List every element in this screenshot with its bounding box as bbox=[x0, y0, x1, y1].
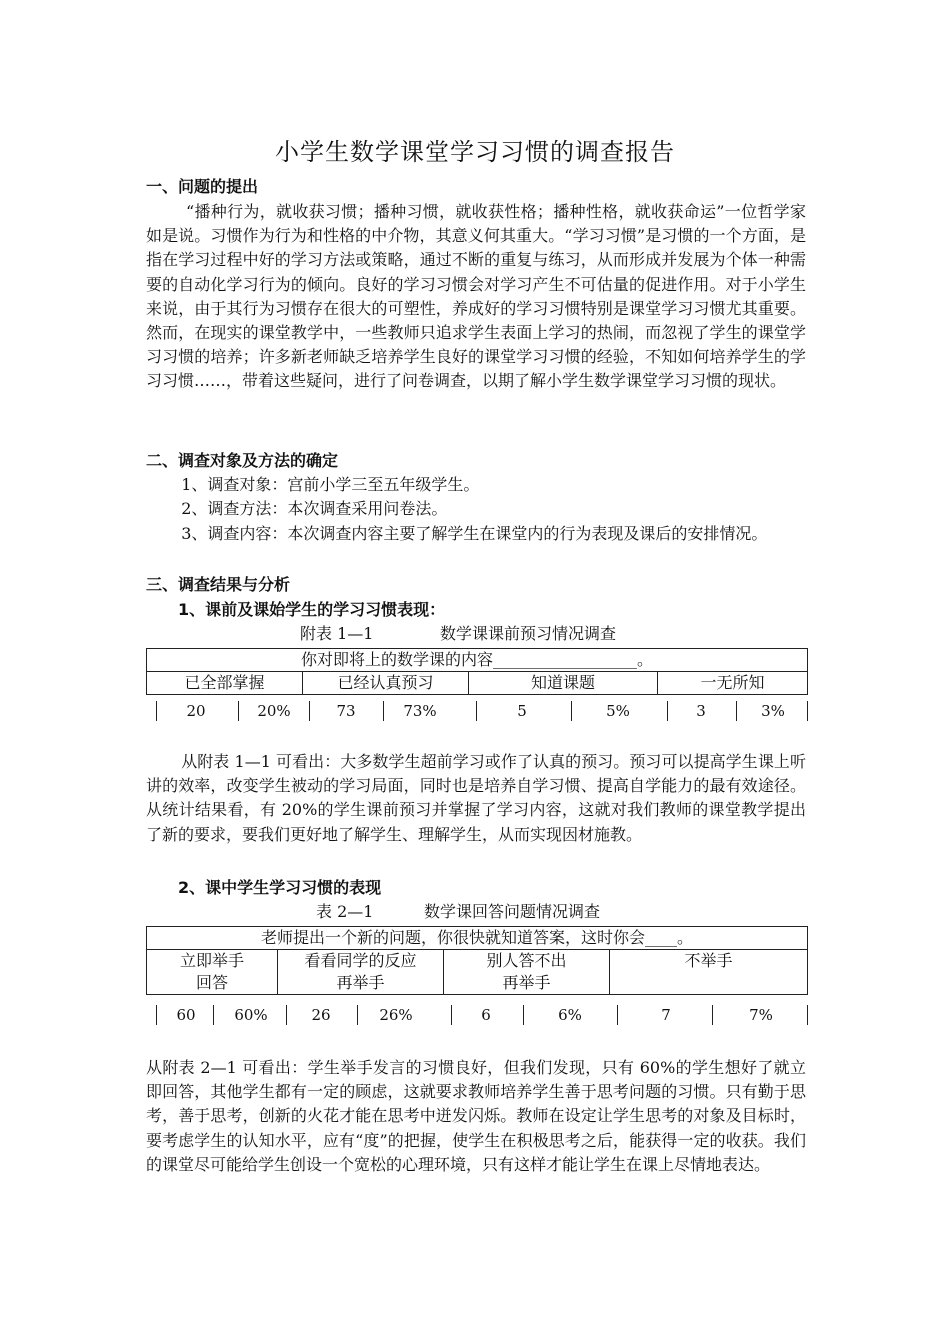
table1-option: 已经认真预习 bbox=[303, 672, 469, 695]
table1-caption-title: 数学课课前预习情况调查 bbox=[440, 624, 617, 643]
table1-value: 3% bbox=[761, 702, 785, 720]
table1-value: 3 bbox=[696, 702, 706, 720]
section1-paragraph: “播种行为，就收获习惯；播种习惯，就收获性格；播种性格，就收获命运”一位哲学家如是说。习惯作为行为和性格的中介物，其意义何其重大。“学习习惯”是习惯的一个方面，是指在学习过程中好的学习方法或策略，通过不断的重复与练习，从而形成并发展为个体一种需要的自动化学习行为的倾向。良好的学习习惯会对学习产生不可估量的促进作用。对于小学生来说，由于其行为习惯存在很大的可塑性，养成好的学习习惯特别是课堂学习习惯尤其重要。然而，在现实的课堂教学中，一些教师只追求学生表面上学习的热闹，而忽视了学生的课堂学习习惯的培养；许多新老师缺乏培养学生良好的课堂学习习惯的经验，不知如何培养学生的学习习惯……，带着这些疑问，进行了问卷调查，以期了解小学生数学课堂学习习惯的现状。 bbox=[146, 202, 806, 391]
table2-value: 6% bbox=[558, 1006, 582, 1024]
table1 bbox=[146, 648, 808, 695]
table2-caption-number: 表 2—1 bbox=[316, 902, 374, 921]
table1-option: 已全部掌握 bbox=[147, 672, 303, 695]
table1-caption-number: 附表 1—1 bbox=[300, 624, 374, 643]
section3-heading: 三、调查结果与分析 bbox=[146, 575, 291, 594]
survey-target: 1、调查对象：宫前小学三至五年级学生。 bbox=[181, 475, 480, 494]
table2-option-line2: 回答 bbox=[195, 973, 228, 992]
table2-caption-title: 数学课回答问题情况调查 bbox=[424, 902, 601, 921]
table2-question: 老师提出一个新的问题，你很快就知道答案，这时你会____。 bbox=[147, 927, 808, 950]
subsection2-heading: 2、课中学生学习习惯的表现 bbox=[178, 878, 382, 897]
table2-option bbox=[610, 950, 808, 995]
subsection1-heading: 1、课前及课始学生的学习习惯表现： bbox=[178, 600, 446, 619]
table2-option bbox=[147, 950, 278, 995]
section1-heading: 一、问题的提出 bbox=[146, 177, 259, 196]
table1-value: 20 bbox=[186, 702, 206, 720]
table2-value: 7 bbox=[661, 1006, 671, 1024]
table2-option-line2: 再举手 bbox=[336, 973, 385, 992]
table2-value: 7% bbox=[749, 1006, 773, 1024]
section2-heading: 二、调查对象及方法的确定 bbox=[146, 451, 339, 470]
table1-values-row bbox=[146, 699, 808, 723]
table2-option-line1: 不举手 bbox=[684, 951, 733, 970]
table2-option-line1: 立即举手 bbox=[179, 951, 244, 970]
survey-content: 3、调查内容：本次调查内容主要了解学生在课堂内的行为表现及课后的安排情况。 bbox=[181, 524, 768, 543]
document-title: 小学生数学课堂学习习惯的调查报告 bbox=[275, 138, 675, 166]
table2-option-line1: 看看同学的反应 bbox=[304, 951, 417, 970]
table2-option bbox=[444, 950, 610, 995]
table1-value: 73 bbox=[336, 702, 356, 720]
table1-value: 5 bbox=[517, 702, 527, 720]
table2-value: 6 bbox=[481, 1006, 491, 1024]
table2-option-line2: 再举手 bbox=[502, 973, 551, 992]
table2-value: 60 bbox=[176, 1006, 196, 1024]
table1-value: 20% bbox=[257, 702, 291, 720]
table2-value: 26 bbox=[311, 1006, 331, 1024]
table2-values-row bbox=[146, 1003, 808, 1027]
table2-value: 60% bbox=[234, 1006, 268, 1024]
table1-value: 5% bbox=[606, 702, 630, 720]
table1-value: 73% bbox=[403, 702, 437, 720]
table2-value: 26% bbox=[379, 1006, 413, 1024]
table2-option-line1: 别人答不出 bbox=[486, 951, 567, 970]
table1-option: 知道课题 bbox=[469, 672, 658, 695]
table2-option bbox=[278, 950, 444, 995]
table2-analysis-paragraph: 从附表 2—1 可看出：学生举手发言的习惯良好，但我们发现，只有 60%的学生想好了就立即回答，其他学生都有一定的顾虑，这就要求教师培养学生善于思考问题的习惯。只有勤于思考，善于思考，创新的火花才能在思考中迸发闪烁。教师在设定让学生思考的对象及目标时，要考虑学生的认知水平，应有“度”的把握，使学生在积极思考之后，能获得一定的收获。我们的课堂尽可能给学生创设一个宽松的心理环境，只有这样才能让学生在课上尽情地表达。 bbox=[146, 1058, 806, 1174]
survey-method: 2、调查方法：本次调查采用问卷法。 bbox=[181, 499, 448, 518]
table1-analysis-paragraph: 从附表 1—1 可看出：大多数学生超前学习或作了认真的预习。预习可以提高学生课上听讲的效率，改变学生被动的学习局面，同时也是培养自学习惯、提高自学能力的最有效途径。从统计结果看，有 20%的学生课前预习并掌握了学习内容，这就对我们教师的课堂教学提出了新的要求，要我们更好地了解学生、理解学生，从而实现因材施教。 bbox=[146, 752, 806, 844]
table1-option: 一无所知 bbox=[658, 672, 808, 695]
table1-question: 你对即将上的数学课的内容__________________。 bbox=[147, 649, 808, 672]
table2 bbox=[146, 926, 808, 995]
